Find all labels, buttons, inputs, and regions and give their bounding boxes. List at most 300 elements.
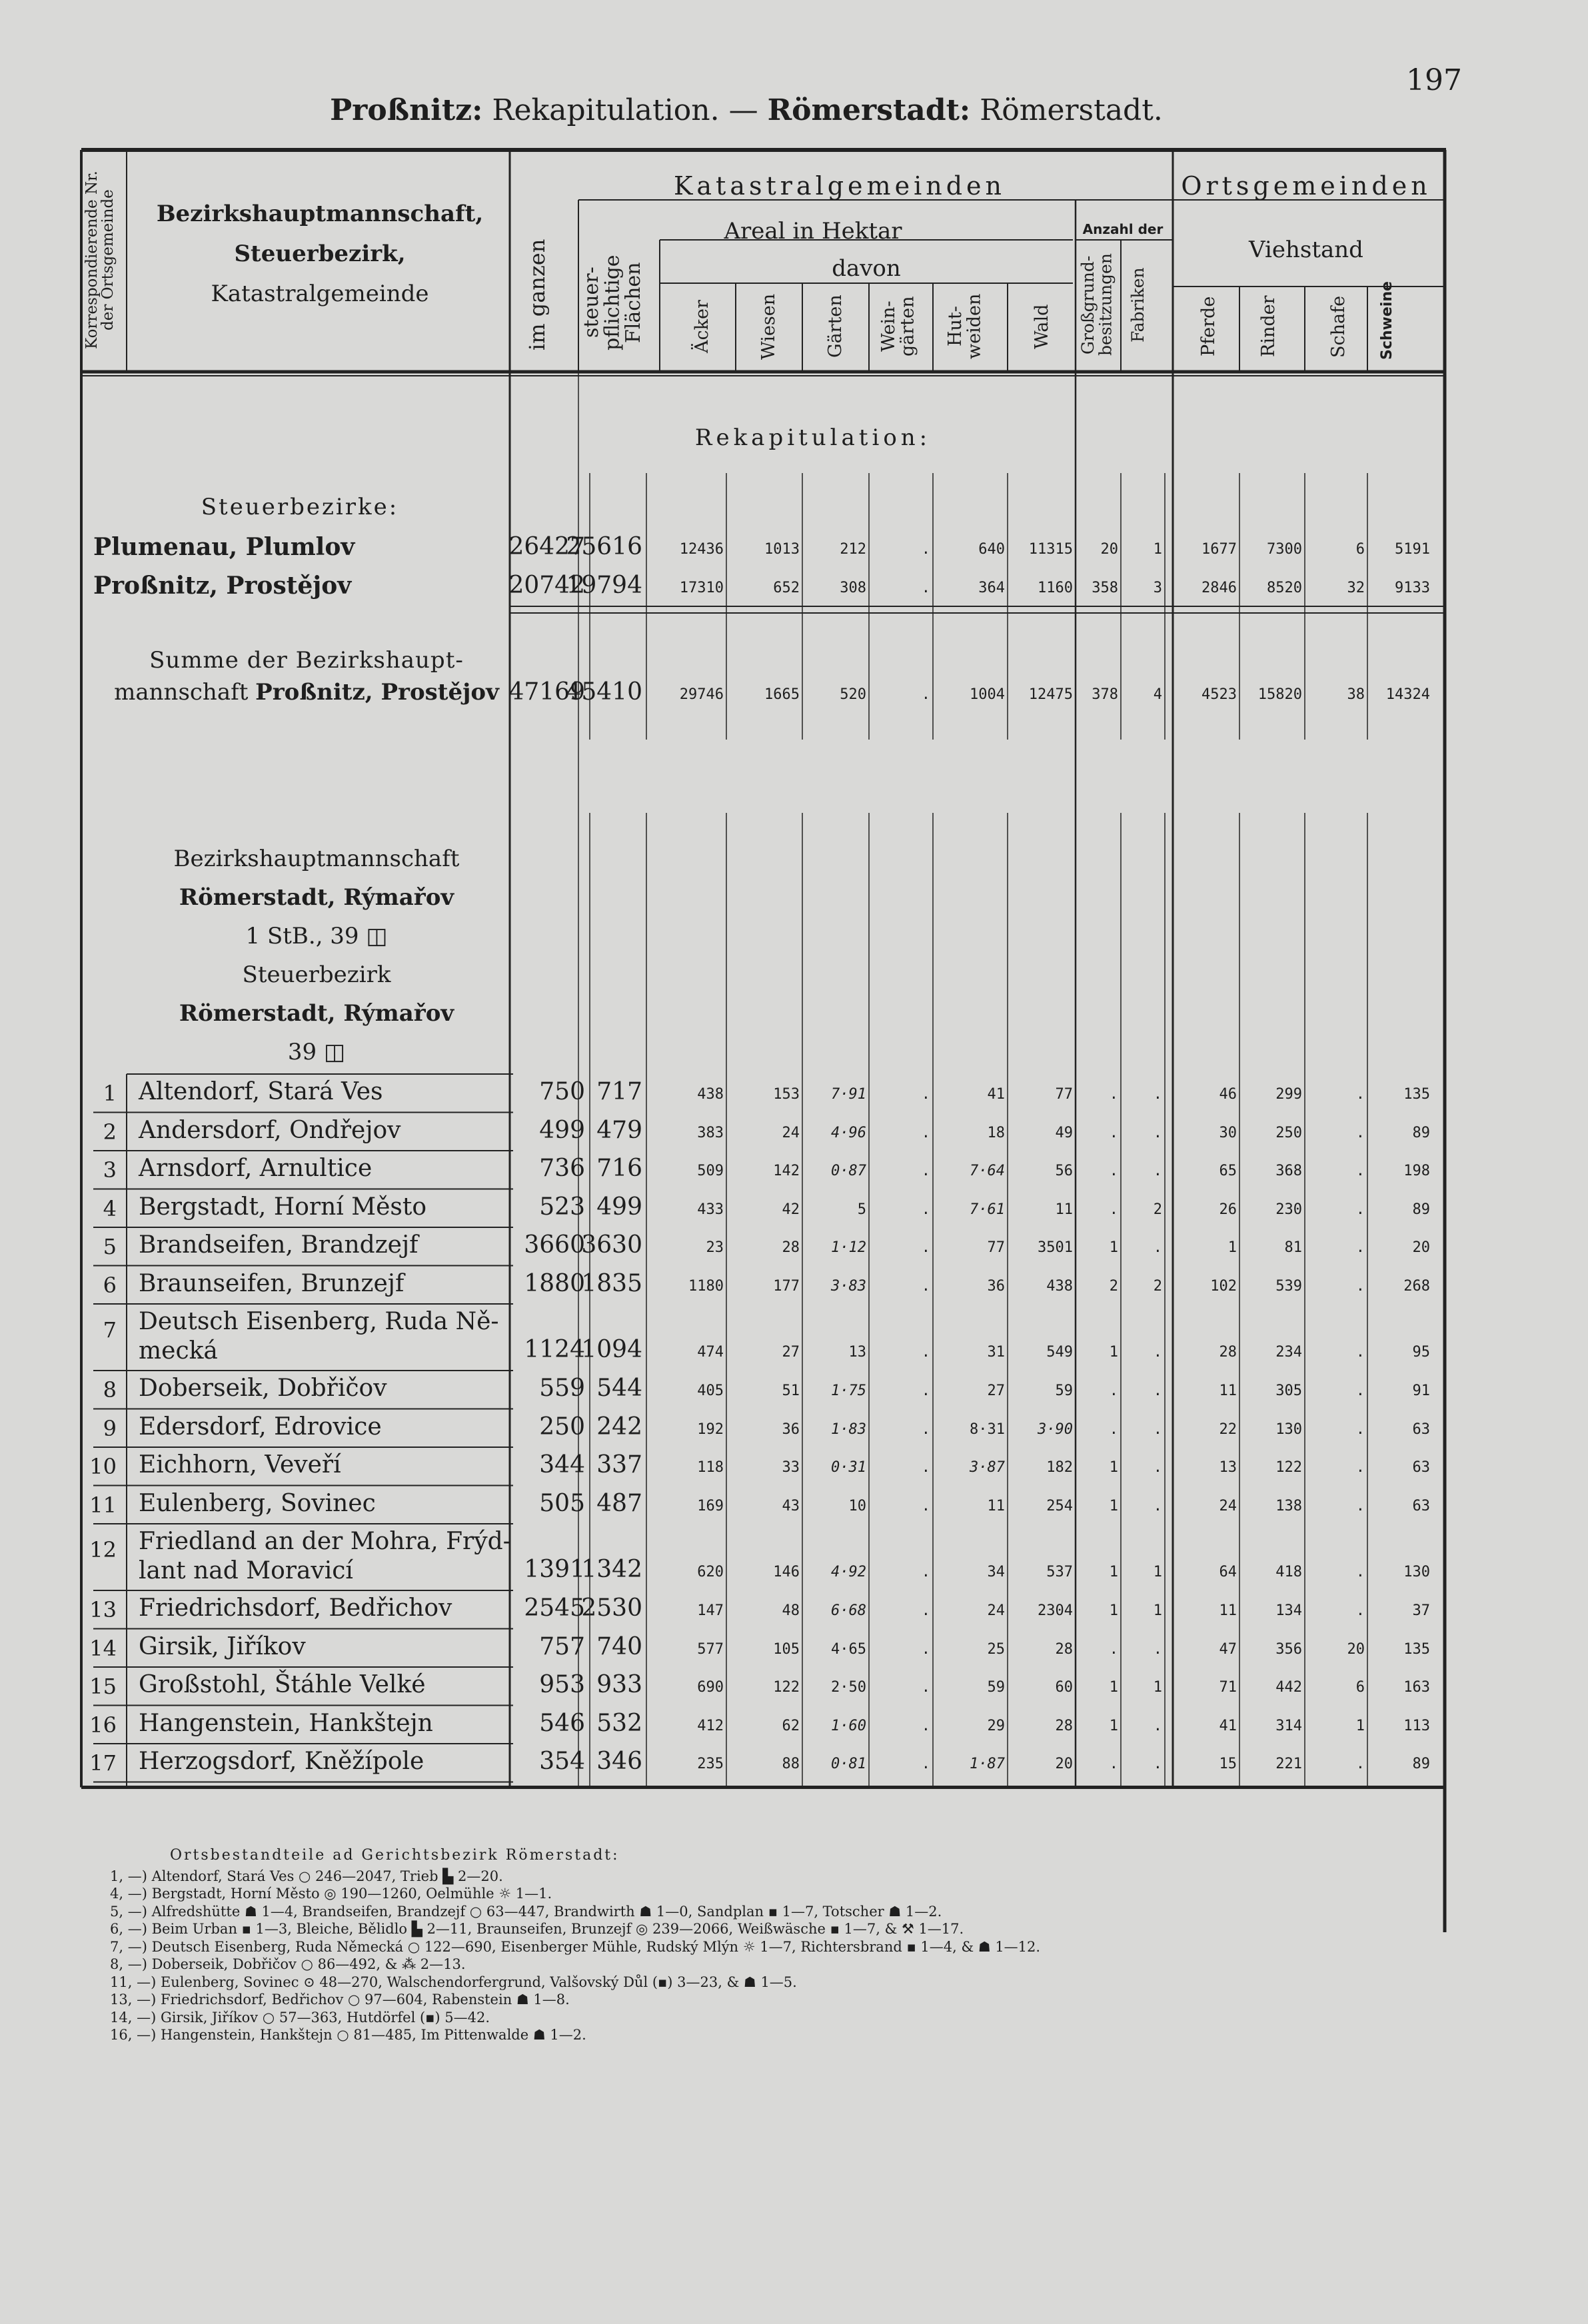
row-cell: .	[921, 1421, 930, 1438]
header-garten: Gärten	[825, 294, 846, 358]
row-cell: 113	[1403, 1717, 1430, 1734]
footnote: 14, —) Girsik, Jiříkov ○ 57—363, Hutdörfel (▪) 5—42.	[110, 2009, 490, 2026]
row-cell: 62	[782, 1717, 800, 1734]
row-cell: 49	[1055, 1124, 1073, 1141]
row-cell: .	[921, 1640, 930, 1658]
rekap-cell: 1160	[1038, 580, 1073, 596]
row-number: 4	[103, 1195, 117, 1221]
summe-cell: 29746	[679, 686, 724, 703]
row-cell: 537	[1046, 1564, 1073, 1580]
row-cell: 7·64	[970, 1163, 1005, 1179]
row-cell: 59	[1055, 1383, 1073, 1399]
running-head-left: Rekapitulation. —	[482, 93, 768, 127]
row-cell: 15	[1219, 1756, 1237, 1772]
row-cell: 487	[596, 1489, 642, 1517]
rekap-cell: 12436	[679, 541, 724, 558]
row-cell: 146	[773, 1564, 800, 1580]
row-cell: 22	[1219, 1421, 1237, 1438]
row-cell: 234	[1275, 1344, 1302, 1361]
row-cell: 544	[596, 1375, 642, 1402]
row-cell: 88	[782, 1756, 800, 1772]
row-cell: .	[1153, 1756, 1162, 1772]
row-cell: 717	[596, 1078, 642, 1105]
summe-cell: 4	[1153, 686, 1162, 703]
row-cell: 8·31	[970, 1421, 1005, 1438]
row-cell: 134	[1275, 1602, 1302, 1619]
row-cell: 1	[1153, 1679, 1162, 1696]
row-cell: 31	[987, 1344, 1005, 1361]
row-cell: 2	[1109, 1277, 1118, 1295]
rekap-cell: 7300	[1267, 541, 1302, 558]
row-cell: 48	[782, 1602, 800, 1619]
row-cell: .	[921, 1163, 930, 1179]
row-cell: 1	[1109, 1679, 1118, 1696]
row-name: Eichhorn, Veveří	[139, 1451, 341, 1478]
row-cell: 11	[1219, 1602, 1237, 1619]
row-cell: .	[1355, 1497, 1365, 1514]
row-cell: 77	[987, 1239, 1005, 1256]
row-cell: 250	[1275, 1124, 1302, 1141]
row-cell: 549	[1046, 1344, 1073, 1361]
row-cell: 1	[1109, 1459, 1118, 1476]
row-cell: 1·87	[970, 1756, 1005, 1772]
row-cell: 299	[1275, 1086, 1302, 1103]
row-cell: 46	[1219, 1086, 1237, 1103]
row-cell: 24	[1219, 1497, 1237, 1514]
summe-cell: 38	[1347, 686, 1365, 703]
row-cell: 105	[773, 1640, 800, 1658]
row-cell: 27	[782, 1344, 800, 1361]
row-cell: 43	[782, 1497, 800, 1514]
row-cell: .	[1355, 1602, 1365, 1619]
row-cell: 523	[539, 1193, 585, 1221]
header-pferde: Pferde	[1198, 296, 1219, 357]
summe-cell: 378	[1092, 686, 1118, 703]
footnote: 16, —) Hangenstein, Hankštejn ○ 81—485, Im Pittenwalde ☗ 1—2.	[110, 2027, 586, 2043]
row-cell: 1180	[688, 1277, 724, 1295]
row-number: 3	[103, 1157, 117, 1183]
summe-cell: 4523	[1201, 686, 1237, 703]
footnote: 13, —) Friedrichsdorf, Bedřichov ○ 97—604, Rabenstein ☗ 1—8.	[110, 1992, 570, 2008]
row-cell: 60	[1055, 1679, 1073, 1696]
row-cell: 23	[706, 1239, 724, 1256]
footnote: 1, —) Altendorf, Stará Ves ○ 246—2047, Trieb ▙ 2—20.	[110, 1868, 503, 1884]
row-cell: 28	[1055, 1640, 1073, 1658]
row-cell: .	[1355, 1421, 1365, 1438]
row-cell: 1	[1153, 1602, 1162, 1619]
row-cell: 7·61	[970, 1201, 1005, 1218]
rekap-row-name: Plumenau, Plumlov	[93, 533, 355, 561]
row-cell: 314	[1275, 1717, 1302, 1734]
summe-line2	[87, 678, 526, 707]
row-cell: 1094	[581, 1336, 642, 1363]
footnotes	[110, 1847, 1040, 2044]
header-wald: Wald	[1032, 304, 1052, 349]
summe-cell: 15820	[1257, 686, 1302, 703]
row-name: Hangenstein, Hankštejn	[139, 1709, 433, 1737]
row-cell: 0·31	[831, 1459, 866, 1476]
row-cell: 1835	[581, 1269, 642, 1297]
row-cell: 118	[697, 1459, 724, 1476]
rekap-cell: 6	[1355, 541, 1365, 558]
row-cell: 130	[1403, 1564, 1430, 1580]
row-cell: 479	[596, 1116, 642, 1144]
row-cell: 1	[1109, 1717, 1118, 1734]
row-cell: 1·75	[831, 1383, 866, 1399]
rekap-cell: 212	[840, 541, 866, 558]
row-name: Arnsdorf, Arnultice	[139, 1155, 373, 1182]
section-line4: Steuerbezirk	[242, 961, 391, 988]
rekap-cell: 1013	[764, 541, 800, 558]
row-number: 2	[103, 1119, 117, 1145]
section-line6: 39 ◫	[287, 1039, 346, 1065]
row-name: Girsik, Jiříkov	[139, 1632, 306, 1660]
row-cell: 122	[1275, 1459, 1302, 1476]
header-wiesen: Wiesen	[758, 293, 779, 360]
row-cell: .	[1109, 1086, 1118, 1103]
row-cell: .	[921, 1239, 930, 1256]
row-cell: 24	[782, 1124, 800, 1141]
row-cell: .	[921, 1717, 930, 1734]
header-schafe: Schafe	[1328, 295, 1349, 358]
row-cell: 27	[987, 1383, 1005, 1399]
row-cell: 337	[596, 1451, 642, 1478]
row-cell: 13	[1219, 1459, 1237, 1476]
row-cell: .	[921, 1086, 930, 1103]
row-cell: .	[1109, 1421, 1118, 1438]
row-number: 6	[103, 1272, 117, 1298]
row-number: 1	[103, 1081, 117, 1106]
row-cell: 41	[987, 1086, 1005, 1103]
row-cell: 3660	[524, 1231, 585, 1259]
summe-cell: 12475	[1028, 686, 1073, 703]
row-cell: 3·90	[1038, 1421, 1073, 1438]
row-cell: 56	[1055, 1163, 1073, 1179]
rekap-cell: 26427	[508, 533, 585, 560]
rekap-cell: 20742	[508, 572, 585, 599]
row-cell: 20	[1347, 1640, 1365, 1658]
row-number: 9	[103, 1415, 117, 1441]
row-cell: .	[921, 1277, 930, 1295]
row-cell: 250	[539, 1413, 585, 1441]
row-cell: 1	[1153, 1564, 1162, 1580]
row-cell: .	[1109, 1124, 1118, 1141]
row-cell: .	[921, 1602, 930, 1619]
rekap-cell: 8520	[1267, 580, 1302, 596]
row-number: 17	[89, 1750, 117, 1776]
row-cell: 1	[1109, 1344, 1118, 1361]
footnote: 11, —) Eulenberg, Sovinec ⊙ 48—270, Walschendorfergrund, Valšovský Důl (▪) 3—23, & ☗ 1—5.	[110, 1974, 797, 1990]
header-weingarten: Wein-gärten	[878, 296, 918, 357]
row-cell: 4·96	[831, 1124, 866, 1141]
row-cell: 30	[1219, 1124, 1237, 1141]
row-cell: 28	[1219, 1344, 1237, 1361]
header-steuerpflichtige: steuer-pflichtige Flächen	[580, 255, 645, 350]
row-cell: 221	[1275, 1756, 1302, 1772]
row-name: Andersdorf, Ondřejov	[139, 1116, 401, 1144]
header-davon: davon	[832, 255, 901, 282]
summe-cell: 47169	[508, 678, 585, 706]
row-cell: 2·50	[831, 1679, 866, 1696]
row-cell: 1	[1109, 1239, 1118, 1256]
row-cell: 36	[987, 1277, 1005, 1295]
row-cell: .	[921, 1344, 930, 1361]
summe-cell: .	[921, 686, 930, 703]
row-name: Großstohl, Štáhle Velké	[139, 1671, 426, 1698]
steuerbezirke-label: Steuerbezirke:	[201, 494, 399, 520]
row-cell: .	[1153, 1421, 1162, 1438]
rekap-row-name: Proßnitz, Prostějov	[93, 572, 352, 600]
row-cell: 716	[596, 1155, 642, 1182]
row-name: Eulenberg, Sovinec	[139, 1489, 376, 1517]
row-cell: 198	[1403, 1163, 1430, 1179]
section-line1: Bezirkshauptmannschaft	[173, 846, 460, 872]
row-cell: 26	[1219, 1201, 1237, 1218]
row-cell: 405	[697, 1383, 724, 1399]
row-name: Bergstadt, Horní Město	[139, 1193, 427, 1221]
row-cell: .	[1109, 1201, 1118, 1218]
running-head-left-bold: Proßnitz:	[330, 93, 483, 127]
row-cell: 25	[987, 1640, 1005, 1658]
row-number: 16	[89, 1712, 117, 1738]
row-cell: 235	[697, 1756, 724, 1772]
rekap-cell: 32	[1347, 580, 1365, 596]
row-cell: 63	[1412, 1459, 1430, 1476]
row-cell: 6	[1355, 1679, 1365, 1696]
row-cell: 356	[1275, 1640, 1302, 1658]
row-cell: 690	[697, 1679, 724, 1696]
row-name: Edersdorf, Edrovice	[139, 1413, 382, 1441]
row-cell: 4·92	[831, 1564, 866, 1580]
row-cell: 3501	[1038, 1239, 1073, 1256]
row-cell: .	[1153, 1497, 1162, 1514]
row-cell: .	[921, 1564, 930, 1580]
row-cell: 499	[596, 1193, 642, 1221]
row-cell: .	[921, 1383, 930, 1399]
row-cell: .	[921, 1459, 930, 1476]
header-fabriken: Fabriken	[1128, 267, 1148, 342]
row-cell: 1·83	[831, 1421, 866, 1438]
row-cell: 135	[1403, 1086, 1430, 1103]
row-cell: 577	[697, 1640, 724, 1658]
rekap-cell: 308	[840, 580, 866, 596]
rekap-cell: 3	[1153, 580, 1162, 596]
summe-cell: 520	[840, 686, 866, 703]
row-cell: .	[1355, 1239, 1365, 1256]
row-cell: 6·68	[831, 1602, 866, 1619]
footnotes-list	[110, 1868, 1040, 2044]
rekap-cell: 364	[978, 580, 1005, 596]
rekap-cell: 20	[1100, 541, 1118, 558]
row-cell: 505	[539, 1489, 585, 1517]
row-cell: 2545	[524, 1594, 585, 1622]
row-name: Deutsch Eisenberg, Ruda Ně-	[139, 1308, 499, 1335]
section-line3: 1 StB., 39 ◫	[245, 923, 388, 949]
header-im-ganzen: im ganzen	[524, 239, 550, 351]
section-line5: Römerstadt, Rýmařov	[179, 1000, 454, 1027]
rekap-cell: 640	[978, 541, 1005, 558]
row-cell: 28	[782, 1239, 800, 1256]
row-cell: 89	[1412, 1201, 1430, 1218]
row-cell: 135	[1403, 1640, 1430, 1658]
row-cell: 242	[596, 1413, 642, 1441]
row-cell: .	[1153, 1124, 1162, 1141]
row-cell: 1	[1109, 1564, 1118, 1580]
row-cell: .	[1355, 1124, 1365, 1141]
row-cell: 153	[773, 1086, 800, 1103]
row-number: 8	[103, 1377, 117, 1403]
rekap-cell: 1	[1153, 541, 1162, 558]
row-cell: 0·81	[831, 1756, 866, 1772]
row-cell: .	[921, 1679, 930, 1696]
summe-cell: 45410	[566, 678, 642, 706]
row-cell: 0·87	[831, 1163, 866, 1179]
row-cell: 1880	[524, 1269, 585, 1297]
header-ortsgemeinden: Ortsgemeinden	[1181, 171, 1431, 201]
row-cell: .	[1355, 1564, 1365, 1580]
footnote: 5, —) Alfredshütte ☗ 1—4, Brandseifen, Brandzejf ○ 63—447, Brandwirth ☗ 1—0, Sandplan ▪ 1—7, Totscher ☗ 1—2.	[110, 1903, 942, 1920]
page-number: 197	[1406, 63, 1462, 97]
row-name-cont: lant nad Moravicí	[139, 1557, 353, 1584]
row-cell: 177	[773, 1277, 800, 1295]
row-cell: 47	[1219, 1640, 1237, 1658]
row-cell: .	[1355, 1163, 1365, 1179]
row-cell: 91	[1412, 1383, 1430, 1399]
header-title-3: Katastralgemeinde	[211, 281, 429, 307]
row-cell: 268	[1403, 1277, 1430, 1295]
row-cell: 51	[782, 1383, 800, 1399]
row-cell: 3630	[581, 1231, 642, 1259]
row-cell: .	[921, 1756, 930, 1772]
row-cell: 11	[987, 1497, 1005, 1514]
row-cell: 81	[1284, 1239, 1302, 1256]
row-number: 11	[89, 1492, 117, 1518]
row-cell: 192	[697, 1421, 724, 1438]
row-cell: 412	[697, 1717, 724, 1734]
row-cell: 138	[1275, 1497, 1302, 1514]
row-number: 7	[103, 1317, 117, 1343]
row-cell: 532	[596, 1709, 642, 1737]
header-grossgrund: Großgrund-besitzungen	[1078, 253, 1116, 356]
rekap-cell: .	[921, 541, 930, 558]
rekap-cell: 11315	[1028, 541, 1073, 558]
row-cell: 757	[539, 1632, 585, 1660]
row-cell: .	[1153, 1383, 1162, 1399]
row-cell: 559	[539, 1375, 585, 1402]
footnote: 8, —) Doberseik, Dobřičov ○ 86—492, & ⁂ 2—13.	[110, 1956, 466, 1972]
row-cell: 95	[1412, 1344, 1430, 1361]
header-schweine: Schweine	[1379, 281, 1395, 360]
row-cell: 42	[782, 1201, 800, 1218]
row-cell: .	[1109, 1640, 1118, 1658]
row-cell: 28	[1055, 1717, 1073, 1734]
row-cell: 20	[1055, 1756, 1073, 1772]
row-cell: 63	[1412, 1421, 1430, 1438]
row-cell: 474	[697, 1344, 724, 1361]
row-cell: 1124	[524, 1336, 585, 1363]
row-cell: 418	[1275, 1564, 1302, 1580]
row-cell: 20	[1412, 1239, 1430, 1256]
row-name: Altendorf, Stará Ves	[139, 1078, 383, 1105]
rekap-cell: 5191	[1395, 541, 1430, 558]
row-cell: .	[1109, 1383, 1118, 1399]
row-cell: 63	[1412, 1497, 1430, 1514]
row-cell: .	[1153, 1239, 1162, 1256]
row-cell: .	[921, 1201, 930, 1218]
row-cell: .	[1355, 1459, 1365, 1476]
footnote: 6, —) Beim Urban ▪ 1—3, Bleiche, Bělidlo ▙ 2—11, Braunseifen, Brunzejf ◎ 239—2066, Weißwäsche ▪ 1—7, & ⚒ 1—17.	[110, 1921, 964, 1937]
rekap-cell: 652	[773, 580, 800, 596]
row-cell: .	[1109, 1163, 1118, 1179]
header-acker: Äcker	[692, 300, 712, 353]
row-cell: .	[1355, 1277, 1365, 1295]
header-title-2: Steuerbezirk,	[234, 241, 406, 267]
row-cell: 1	[1109, 1497, 1118, 1514]
row-cell: 33	[782, 1459, 800, 1476]
row-cell: .	[1153, 1086, 1162, 1103]
row-cell: .	[1153, 1640, 1162, 1658]
row-cell: 77	[1055, 1086, 1073, 1103]
row-cell: 41	[1219, 1717, 1237, 1734]
row-number: 12	[89, 1537, 117, 1562]
row-number: 13	[89, 1597, 117, 1622]
row-cell: 1	[1355, 1717, 1365, 1734]
rekap-cell: 1677	[1201, 541, 1237, 558]
row-cell: 442	[1275, 1679, 1302, 1696]
row-cell: 509	[697, 1163, 724, 1179]
row-cell: 10	[848, 1497, 866, 1514]
row-cell: .	[921, 1497, 930, 1514]
row-cell: 1·12	[831, 1239, 866, 1256]
row-cell: 130	[1275, 1421, 1302, 1438]
row-cell: 1·60	[831, 1717, 866, 1734]
row-cell: 305	[1275, 1383, 1302, 1399]
row-cell: 147	[697, 1602, 724, 1619]
row-cell: 71	[1219, 1679, 1237, 1696]
row-cell: 142	[773, 1163, 800, 1179]
rekap-cell: 358	[1092, 580, 1118, 596]
summe-cell: 14324	[1385, 686, 1430, 703]
row-cell: 933	[596, 1671, 642, 1698]
row-cell: 2304	[1038, 1602, 1073, 1619]
row-cell: 499	[539, 1116, 585, 1144]
row-name: Braunseifen, Brunzejf	[139, 1269, 404, 1297]
row-cell: .	[1355, 1201, 1365, 1218]
row-cell: 346	[596, 1748, 642, 1775]
row-cell: 368	[1275, 1163, 1302, 1179]
footnote: 7, —) Deutsch Eisenberg, Ruda Německá ○ 122—690, Eisenberger Mühle, Rudský Mlýn ☼ 1—7, Richtersbrand ▪ 1—4, & ☗ 1—12.	[110, 1938, 1041, 1955]
row-cell: 13	[848, 1344, 866, 1361]
row-cell: .	[1355, 1086, 1365, 1103]
row-number: 5	[103, 1234, 117, 1259]
header-nr: Korrespondierende Nr. der Ortsgemeinde	[83, 171, 117, 349]
row-name: Brandseifen, Brandzejf	[139, 1231, 418, 1259]
header-rinder: Rinder	[1258, 295, 1279, 358]
header-areal: Areal in Hektar	[724, 218, 902, 245]
row-cell: 37	[1412, 1602, 1430, 1619]
rekap-cell: 9133	[1395, 580, 1430, 596]
rekap-cell: 17310	[679, 580, 724, 596]
running-head-right: Römerstadt.	[970, 93, 1163, 127]
row-number: 15	[89, 1674, 117, 1699]
summe-line1: Summe der Bezirkshaupt-	[149, 647, 464, 674]
row-cell: 65	[1219, 1163, 1237, 1179]
summe-line2-bold: Proßnitz, Prostějov	[255, 679, 499, 706]
row-cell: .	[1355, 1756, 1365, 1772]
row-cell: 254	[1046, 1497, 1073, 1514]
summe-line2-plain: mannschaft	[114, 679, 256, 706]
header-anzahl: Anzahl der	[1082, 221, 1164, 237]
